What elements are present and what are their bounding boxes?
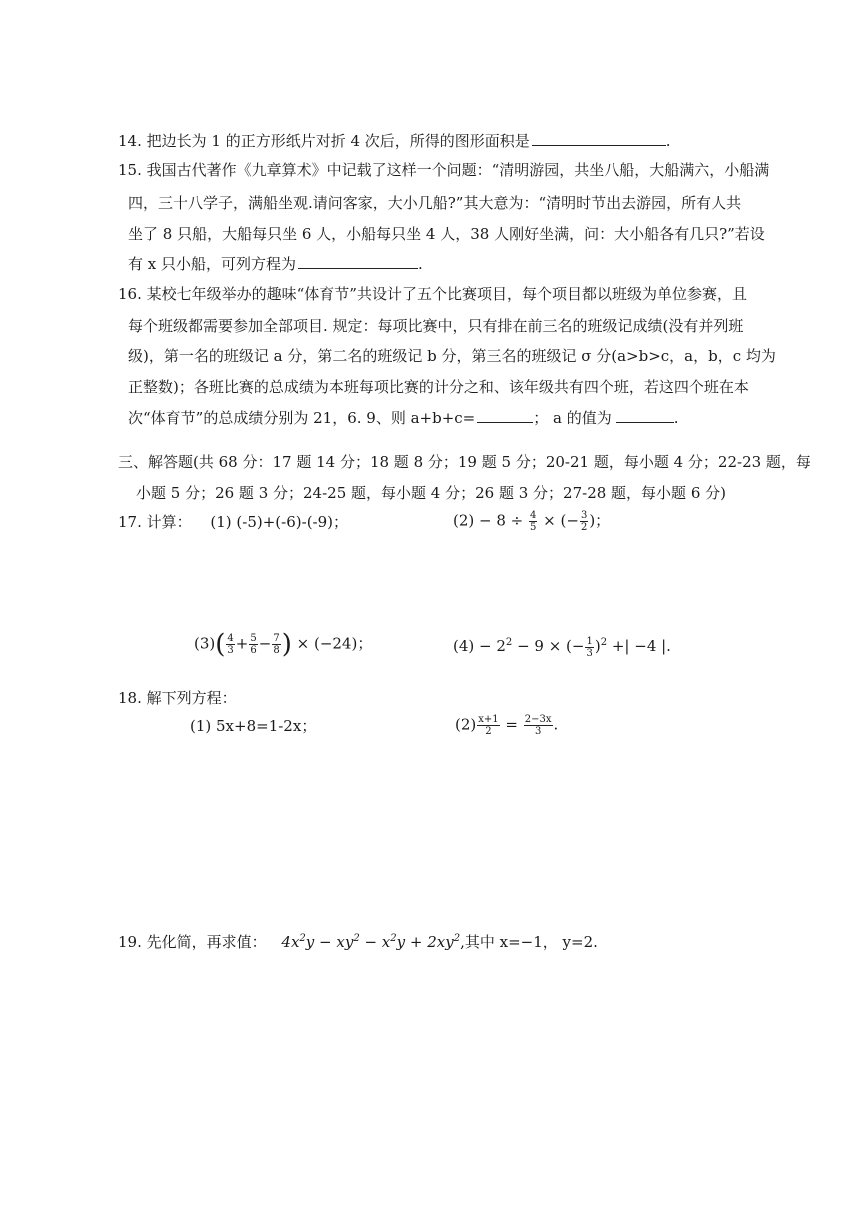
q15-text-3: 坐了 8 只船，大船每只坐 6 人，小船每只坐 4 人，38 人刚好坐满，问：大小船各有几只?”若设 bbox=[128, 225, 765, 243]
q17-part-2-prefix: (2) − 8 ÷ bbox=[453, 511, 524, 530]
q16-end: . bbox=[673, 409, 679, 427]
q14-end: . bbox=[665, 132, 671, 150]
q15-line-4 bbox=[128, 254, 423, 274]
section3-line-1 bbox=[118, 452, 811, 472]
expr-part: y − xy bbox=[305, 933, 354, 951]
q17-part-3-fraction-1 bbox=[226, 633, 234, 656]
section3-line-2 bbox=[136, 483, 726, 503]
q17-part-4-prefix: (4) − 2 bbox=[453, 637, 506, 655]
section3-header-2: 小题 5 分；26 题 3 分；24-25 题，每小题 4 分；26 题 3 分；27-28 题，每小题 6 分) bbox=[136, 484, 726, 502]
exponent: 2 bbox=[390, 933, 397, 944]
q17-part-4-mid: − 9 × (− bbox=[517, 637, 585, 655]
q17-part-4 bbox=[453, 633, 671, 659]
exponent: 2 bbox=[453, 933, 461, 944]
q17-part-3-end: × (−24)； bbox=[296, 634, 373, 653]
q15-text-1: 15. 我国古代著作《九章算术》中记载了这样一个问题：“清明游园，共坐八船，大船满六，小船满 bbox=[118, 161, 770, 179]
q16-text-5a: 次“体育节”的总成绩分别为 21，6. 9、则 a+b+c= bbox=[128, 409, 476, 427]
q18-label-line bbox=[118, 688, 237, 708]
q16-answer-blank-1[interactable] bbox=[477, 408, 533, 423]
q14-line bbox=[118, 131, 671, 151]
q19-expression bbox=[281, 933, 460, 951]
q16-line-2 bbox=[128, 316, 743, 336]
minus-sign: − bbox=[258, 634, 272, 653]
frac-num: 4 bbox=[227, 633, 234, 644]
q16-text-2: 每个班级都需要参加全部项目. 规定：每项比赛中，只有排在前三名的班级记成绩(没有并列班 bbox=[128, 317, 744, 335]
q17-part-4-end: +| −4 |. bbox=[611, 637, 671, 655]
q17-part-2-fraction-2 bbox=[580, 510, 588, 533]
left-paren: ( bbox=[215, 629, 226, 660]
q16-text-1: 16. 某校七年级举办的趣味“体育节”共设计了五个比赛项目，每个项目都以班级为单位参赛，且 bbox=[118, 285, 747, 303]
exponent: 2 bbox=[353, 933, 360, 944]
frac-num: 2−3x bbox=[524, 714, 552, 725]
q19-label: 19. 先化简，再求值： bbox=[118, 933, 267, 951]
expr-part: − x bbox=[359, 933, 391, 951]
q18-part-1-text: (1) 5x+8=1-2x； bbox=[190, 717, 317, 735]
q16-text-5b: ； a 的值为 bbox=[533, 409, 612, 427]
q17-part-3-fraction-2 bbox=[249, 633, 257, 656]
q17-part-3-prefix: (3) bbox=[194, 634, 216, 653]
equals-sign: = bbox=[505, 715, 518, 734]
q16-answer-blank-2[interactable] bbox=[616, 408, 674, 423]
q16-line-4 bbox=[128, 377, 749, 397]
frac-den: 2 bbox=[580, 522, 588, 533]
frac-den: 6 bbox=[250, 645, 257, 656]
q17-part-3 bbox=[194, 629, 373, 660]
frac-num: 7 bbox=[273, 633, 280, 644]
q17-part-2-fraction-1 bbox=[529, 510, 537, 533]
expr-part: 4x bbox=[281, 933, 300, 951]
expr-part: y + 2xy bbox=[396, 933, 454, 951]
q19-condition: ,其中 x=−1， y=2. bbox=[460, 933, 598, 951]
frac-den: 3 bbox=[227, 645, 234, 656]
q17-label-line bbox=[118, 512, 348, 532]
frac-den: 3 bbox=[534, 726, 542, 737]
exponent: 2 bbox=[299, 933, 306, 944]
section3-header-1: 三、解答题(共 68 分：17 题 14 分；18 题 8 分；19 题 5 分；20-21 题，每小题 4 分；22-23 题，每 bbox=[118, 453, 811, 471]
q17-part-2 bbox=[453, 510, 610, 533]
q16-line-5 bbox=[128, 408, 679, 428]
q17-part-2-mid: × (− bbox=[543, 511, 579, 530]
plus-sign: + bbox=[235, 634, 249, 653]
exponent: 2 bbox=[505, 637, 513, 648]
q17-part-3-fraction-3 bbox=[272, 633, 280, 656]
q15-text-2: 四，三十八学子，满船坐观.请问客家，大小几船?”其大意为：“清明时节出去游园，所有人共 bbox=[128, 194, 742, 212]
q18-part-2 bbox=[455, 714, 558, 737]
right-paren: ) bbox=[281, 629, 292, 660]
q17-part-4-fraction bbox=[585, 636, 593, 659]
q17-label: 17. 计算： bbox=[118, 513, 192, 531]
right-paren: ) bbox=[594, 637, 601, 655]
q18-label: 18. 解下列方程： bbox=[118, 689, 237, 707]
q16-line-1 bbox=[118, 284, 747, 304]
q18-part-2-fraction-1 bbox=[477, 714, 499, 737]
q15-line-3 bbox=[128, 224, 765, 244]
frac-num: 3 bbox=[580, 510, 588, 521]
q18-part-2-end: . bbox=[553, 715, 559, 734]
q15-end: . bbox=[418, 255, 423, 273]
frac-den: 8 bbox=[273, 645, 280, 656]
q14-answer-blank[interactable] bbox=[532, 131, 666, 146]
q18-part-2-prefix: (2) bbox=[455, 715, 477, 734]
q16-text-3: 级)，第一名的班级记 a 分，第二名的班级记 b 分，第三名的班级记 σ 分(a>b>c，a，b，c 均为 bbox=[128, 347, 776, 365]
q18-part-2-fraction-2 bbox=[524, 714, 553, 737]
frac-den: 5 bbox=[530, 522, 537, 533]
q17-part-2-end: )； bbox=[589, 511, 611, 530]
q15-answer-blank[interactable] bbox=[298, 254, 418, 269]
exponent: 2 bbox=[600, 637, 608, 648]
q16-text-4: 正整数)；各班比赛的总成绩为本班每项比赛的计分之和、该年级共有四个班，若这四个班在本 bbox=[128, 378, 749, 396]
q14-text: 14. 把边长为 1 的正方形纸片对折 4 次后，所得的图形面积是 bbox=[118, 132, 530, 150]
frac-den: 3 bbox=[586, 647, 593, 659]
frac-num: 1 bbox=[586, 635, 593, 647]
q18-part-1 bbox=[190, 716, 316, 736]
q16-line-3 bbox=[128, 346, 776, 366]
q17-part-1: (1) (-5)+(-6)-(-9)； bbox=[210, 513, 349, 531]
frac-num: 4 bbox=[530, 510, 537, 521]
q15-line-1 bbox=[118, 160, 769, 180]
q15-text-4: 有 x 只小船，可列方程为 bbox=[128, 255, 296, 273]
frac-num: x+1 bbox=[478, 714, 499, 725]
q15-line-2 bbox=[128, 193, 741, 213]
q19-line bbox=[118, 929, 598, 952]
frac-den: 2 bbox=[485, 726, 492, 737]
frac-num: 5 bbox=[250, 633, 257, 644]
